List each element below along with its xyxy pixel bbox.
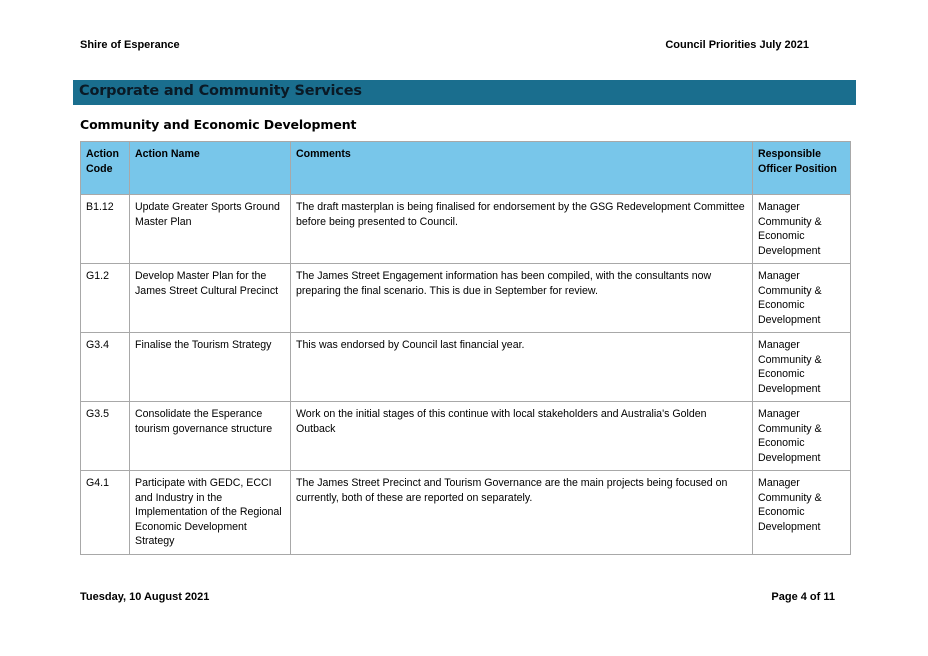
comments-cell: The James Street Precinct and Tourism Governance are the main projects being focused on currently, both of these are reported on separately. (291, 471, 753, 555)
comments-cell: The draft masterplan is being finalised for endorsement by the GSG Redevelopment Committee before being presented to Council. (291, 195, 753, 264)
table-row (81, 471, 851, 555)
column-header-action-name: Action Name (130, 142, 291, 195)
table-header-row (81, 142, 851, 195)
comments-cell: Work on the initial stages of this continue with local stakeholders and Australia's Golden Outback (291, 402, 753, 471)
action-code-cell: G4.1 (81, 471, 130, 555)
officer-cell: Manager Community & Economic Development (753, 264, 851, 333)
table-row (81, 195, 851, 264)
column-header-responsible-officer: Responsible Officer Position (753, 142, 851, 195)
action-code-cell: G3.4 (81, 333, 130, 402)
report-title: Council Priorities July 2021 (665, 39, 809, 51)
officer-cell: Manager Community & Economic Development (753, 195, 851, 264)
comments-cell: The James Street Engagement information has been compiled, with the consultants now preparing the final scenario. This is due in September for review. (291, 264, 753, 333)
officer-cell: Manager Community & Economic Development (753, 471, 851, 555)
organisation-name: Shire of Esperance (80, 39, 180, 51)
table-row (81, 264, 851, 333)
report-date: Tuesday, 10 August 2021 (80, 591, 210, 603)
officer-cell: Manager Community & Economic Development (753, 402, 851, 471)
table-row (81, 402, 851, 471)
action-name-cell: Finalise the Tourism Strategy (130, 333, 291, 402)
action-name-cell: Update Greater Sports Ground Master Plan (130, 195, 291, 264)
section-title: Corporate and Community Services (79, 83, 362, 99)
action-code-cell: G1.2 (81, 264, 130, 333)
action-code-cell: G3.5 (81, 402, 130, 471)
column-header-action-code: Action Code (81, 142, 130, 195)
comments-cell: This was endorsed by Council last financial year. (291, 333, 753, 402)
column-header-comments: Comments (291, 142, 753, 195)
section-heading-bar (73, 80, 856, 105)
action-name-cell: Consolidate the Esperance tourism governance structure (130, 402, 291, 471)
page-number: Page 4 of 11 (771, 591, 835, 603)
officer-cell: Manager Community & Economic Development (753, 333, 851, 402)
action-name-cell: Develop Master Plan for the James Street Cultural Precinct (130, 264, 291, 333)
action-name-cell: Participate with GEDC, ECCI and Industry in the Implementation of the Regional Economic Development Strategy (130, 471, 291, 555)
action-code-cell: B1.12 (81, 195, 130, 264)
table-row (81, 333, 851, 402)
priorities-table (80, 141, 851, 555)
subsection-title: Community and Economic Development (80, 117, 357, 132)
